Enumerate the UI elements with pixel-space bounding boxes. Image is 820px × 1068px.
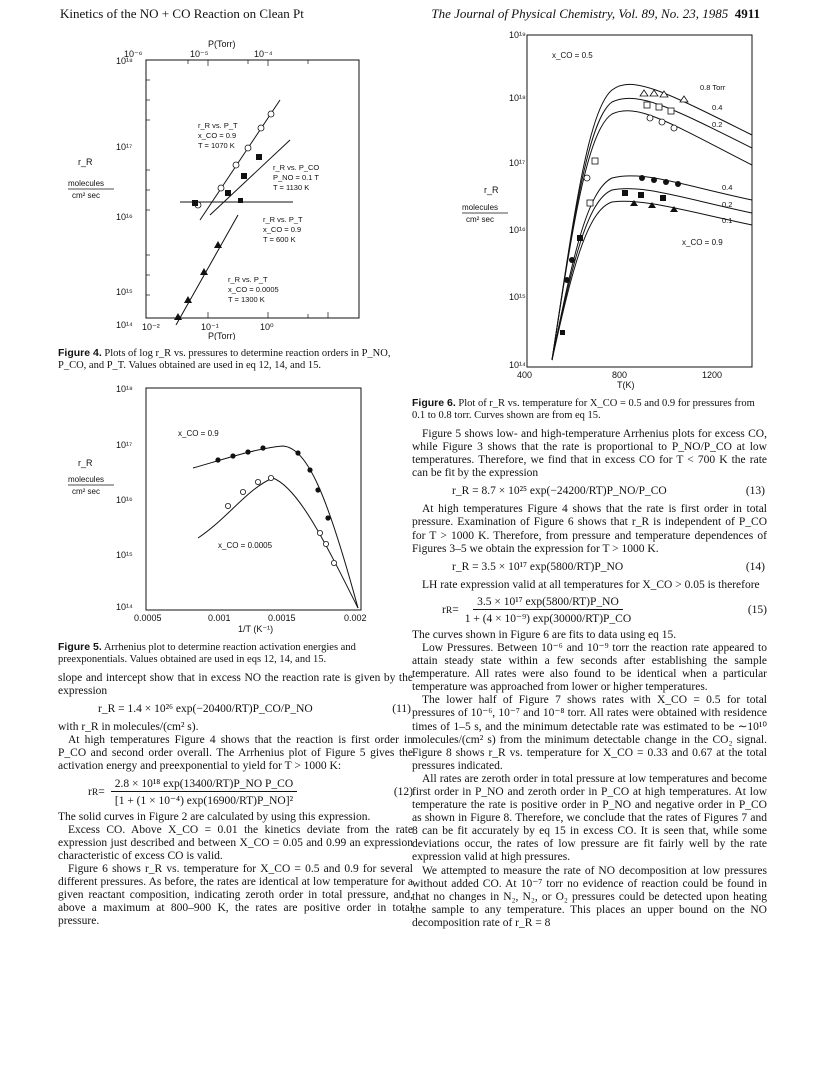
right-paragraph: All rates are zeroth order in total pressure at low temperatures and become first order in P_NO and zeroth order in P_CO at high temperatures. At low temperature the rate is positive order in P_NO and negative order in P_CO as shown in Figure 8. Therefore, we conclude that the rates of Figures 7 and 8 can be fit accurately by eq 15 in excess CO. It is seen that, while some deviations occur, the rates of low pressure are fit fairly well by the rate expression valid at high pressures. (412, 772, 767, 864)
fig5-x-title: 1/T (K⁻¹) (238, 624, 274, 634)
fig4-bottom-tick: 10⁰ (260, 322, 274, 332)
left-paragraph: At high temperatures Figure 4 shows that the reaction is first order in P_CO and second order overall. The Arrhenius plot of Figure 5 gives the activation energy and preexponential to yield for T > 1000 K: (58, 734, 413, 773)
fig5-series-label: x_CO = 0.0005 (218, 541, 273, 550)
fig4-y-tick: 10¹⁸ (116, 56, 133, 66)
svg-text:T = 600 K: T = 600 K (263, 235, 296, 244)
fig5-y-tick: 10¹⁴ (116, 602, 133, 612)
equation-11: r_R = 1.4 × 10²⁶ exp(−20400/RT)P_CO/P_NO (11) (98, 703, 411, 716)
left-paragraph: slope and intercept show that in excess NO the reaction rate is given by the expression (58, 672, 413, 698)
fig5-y-tick: 10¹⁷ (116, 440, 133, 450)
svg-text:0.4: 0.4 (722, 183, 733, 192)
left-paragraph: The solid curves in Figure 2 are calculated by using this expression. (58, 810, 371, 823)
fig4-y-tick: 10¹⁵ (116, 287, 133, 297)
svg-text:T = 1070 K: T = 1070 K (198, 141, 235, 150)
fig4-top-tick: 10⁻⁵ (190, 49, 209, 59)
left-paragraph: with r_R in molecules/(cm² s). (58, 721, 199, 734)
fig5-frame (146, 388, 361, 610)
right-paragraph: At high temperatures Figure 4 shows that the rate is first order in total pressure. Examination of Figure 6 shows that r_R is independent of P_CO for T > 1000 K. Therefore, from pressure and temperature dependences of Figures 3–5 we obtain the expression for T > 1000 K. (412, 503, 767, 555)
fig5-x-tick: 0.001 (208, 613, 231, 623)
fig6-x-tick: 1200 (702, 370, 723, 380)
fig4-y-label: r_R (78, 157, 93, 167)
right-paragraph: The lower half of Figure 7 shows rates with X_CO = 0.5 for total pressures of 10⁻⁶, 10⁻⁷ and 10⁻⁸ torr. All rates were obtained with residence times of 1–5 s, and the minimum detectable rate was estimated to be ∼10¹⁰ molecules/(cm² s) from the minimum detectable change in the CO₂ signal. Figure 8 shows r_R vs. temperature for X_CO = 0.33 and 0.67 at the total pressures indicated. (412, 694, 767, 772)
left-column (58, 30, 413, 928)
figure-5-caption: Figure 5. Arrhenius plot to determine reaction activation energies and preexponentials. Values obtained are used in eqs 12, 14, and 15. (58, 641, 356, 665)
svg-text:0.8 Torr: 0.8 Torr (700, 83, 726, 92)
right-paragraph: The curves shown in Figure 6 are fits to data using eq 15. (412, 628, 677, 641)
right-column (412, 30, 767, 930)
fig6-curve-labels (700, 83, 732, 225)
equation-14: r_R = 3.5 × 10¹⁷ exp(5800/RT)P_NO (14) (452, 560, 765, 573)
fig4-top-tick: 10⁻⁴ (254, 49, 273, 59)
svg-text:T = 1300 K: T = 1300 K (228, 295, 265, 304)
fig6-x-title: T(K) (617, 380, 635, 390)
fig6-y-tick: 10¹⁸ (509, 93, 526, 103)
fig5-y-unit-bottom: cm² sec (72, 487, 100, 496)
figure-6-caption: Figure 6. Plot of r_R vs. temperature for X_CO = 0.5 and 0.9 for pressures from 0.1 to 0.8 torr. Curves shown are from eq 15. (412, 397, 755, 421)
svg-text:r_R vs. P_T: r_R vs. P_T (263, 215, 303, 224)
fig6-y-unit-bottom: cm² sec (466, 215, 494, 224)
fig5-y-tick: 10¹⁶ (116, 495, 133, 505)
fig4-top-axis-title: P(Torr) (208, 39, 236, 49)
svg-text:P_NO = 0.1 T: P_NO = 0.1 T (273, 173, 319, 182)
page-header (60, 6, 760, 24)
fig6-y-tick: 10¹⁴ (509, 360, 526, 370)
svg-text:x_CO = 0.0005: x_CO = 0.0005 (228, 285, 279, 294)
fig5-series-label: x_CO = 0.9 (178, 429, 219, 438)
svg-text:r_R vs. P_CO: r_R vs. P_CO (273, 163, 320, 172)
journal-citation: The Journal of Physical Chemistry, Vol. 89, No. 23, 1985 4911 (431, 6, 760, 21)
fig6-series-label: x_CO = 0.9 (682, 238, 723, 247)
right-paragraph: Figure 5 shows low- and high-temperature Arrhenius plots for excess CO, while Figure 3 shows that the rate is proportional to P_NO/P_CO at low temperatures. Therefore, we find that in excess CO for T < 700 K the rate can be fit by the expression (412, 428, 767, 480)
fig5-y-label: r_R (78, 458, 93, 468)
fig4-y-tick: 10¹⁶ (116, 212, 133, 222)
fig6-y-tick: 10¹⁶ (509, 225, 526, 235)
svg-text:r_R vs. P_T: r_R vs. P_T (198, 121, 238, 130)
svg-text:x_CO = 0.9: x_CO = 0.9 (198, 131, 237, 140)
fig6-y-tick: 10¹⁵ (509, 292, 526, 302)
figure-4 (58, 30, 413, 340)
left-paragraph: Excess CO. Above X_CO = 0.01 the kinetics deviate from the rate expression just described and between X_CO = 0.05 and 0.99 an expression characteristic of excess CO is valid. (58, 823, 413, 862)
fig6-x-tick: 400 (517, 370, 533, 380)
fig6-series-label: x_CO = 0.5 (552, 51, 593, 60)
svg-text:0.2: 0.2 (712, 120, 723, 129)
right-paragraph: We attempted to measure the rate of NO decomposition at low pressures without added CO. At 10⁻⁷ torr no evidence of reaction could be found in that no changes in N₂, N₂, or O₂ pressures could be detected upon heating the sample to any temperature. This places an upper bound on the NO decomposition rate of r_R = 8 (412, 864, 767, 929)
fig5-y-unit-top: molecules (68, 475, 105, 484)
fig4-annotations (198, 121, 319, 304)
svg-text:T = 1130 K: T = 1130 K (273, 183, 310, 192)
fig6-y-tick: 10¹⁷ (509, 158, 526, 168)
equation-12: r R = 2.8 × 10¹⁸ exp(13400/RT)P_NO P_CO [1 + (1 × 10⁻⁴) exp(16900/RT)P_NO]² (12) (88, 777, 413, 807)
fig4-top-tick: 10⁻⁶ (124, 49, 143, 59)
right-paragraph: LH rate expression valid at all temperatures for X_CO > 0.05 is therefore (422, 578, 760, 591)
svg-text:x_CO = 0.9: x_CO = 0.9 (263, 225, 302, 234)
fig4-y-unit-bottom: cm² sec (72, 191, 100, 200)
fig6-x-tick: 800 (612, 370, 628, 380)
fig4-y-tick: 10¹⁴ (116, 320, 133, 330)
equation-13: r_R = 8.7 × 10²⁵ exp(−24200/RT)P_NO/P_CO (13) (452, 485, 765, 498)
fig5-x-tick: 0.002 (344, 613, 367, 623)
right-paragraph: Low Pressures. Between 10⁻⁶ and 10⁻⁹ torr the reaction rate appeared to attain steady state within a few seconds after establishing the sample temperature. All rates were also found to be identical when a particular temperature was approached from lower or higher temperatures. (412, 641, 767, 694)
fig5-y-tick: 10¹⁸ (116, 384, 133, 394)
svg-text:0.2: 0.2 (722, 200, 733, 209)
svg-text:0.4: 0.4 (712, 103, 723, 112)
svg-text:r_R vs. P_T: r_R vs. P_T (228, 275, 268, 284)
fig5-x-tick: 0.0005 (134, 613, 162, 623)
fig5-y-tick: 10¹⁵ (116, 550, 133, 560)
fig4-bottom-axis-title: P(Torr) (208, 331, 236, 340)
svg-text:0.1: 0.1 (722, 216, 733, 225)
figure-6 (412, 30, 767, 390)
figure-4-caption: Figure 4. Plots of log r_R vs. pressures to determine reaction orders in P_NO, P_CO, and P_T. Values obtained are used in eq 12, 14, and 15. (58, 347, 391, 371)
equation-15: r R = 3.5 × 10¹⁷ exp(5800/RT)P_NO 1 + (4 × 10⁻⁹) exp(30000/RT)P_CO (15) (442, 595, 767, 625)
fig4-bottom-tick: 10⁻² (142, 322, 160, 332)
fig4-bottom-tick: 10⁻¹ (201, 322, 219, 332)
figure-5 (58, 378, 413, 634)
fig6-y-tick: 10¹⁹ (509, 30, 526, 40)
fig5-curves (193, 446, 358, 608)
page-number: 4911 (734, 6, 760, 21)
fig6-y-label: r_R (484, 185, 499, 195)
fig5-x-tick: 0.0015 (268, 613, 296, 623)
left-paragraph: Figure 6 shows r_R vs. temperature for X_CO = 0.5 and 0.9 for several different pressures. As before, the rates are identical at low temperature for a given reactant composition, indicating zeroth order in total pressure, and, above a maximum at 800–900 K, the rates are positive order in total pressure. (58, 862, 413, 928)
fig4-y-unit-top: molecules (68, 179, 105, 188)
fig6-y-unit-top: molecules (462, 203, 499, 212)
running-title: Kinetics of the NO + CO Reaction on Clean Pt (60, 6, 304, 21)
fig4-y-tick: 10¹⁷ (116, 142, 133, 152)
